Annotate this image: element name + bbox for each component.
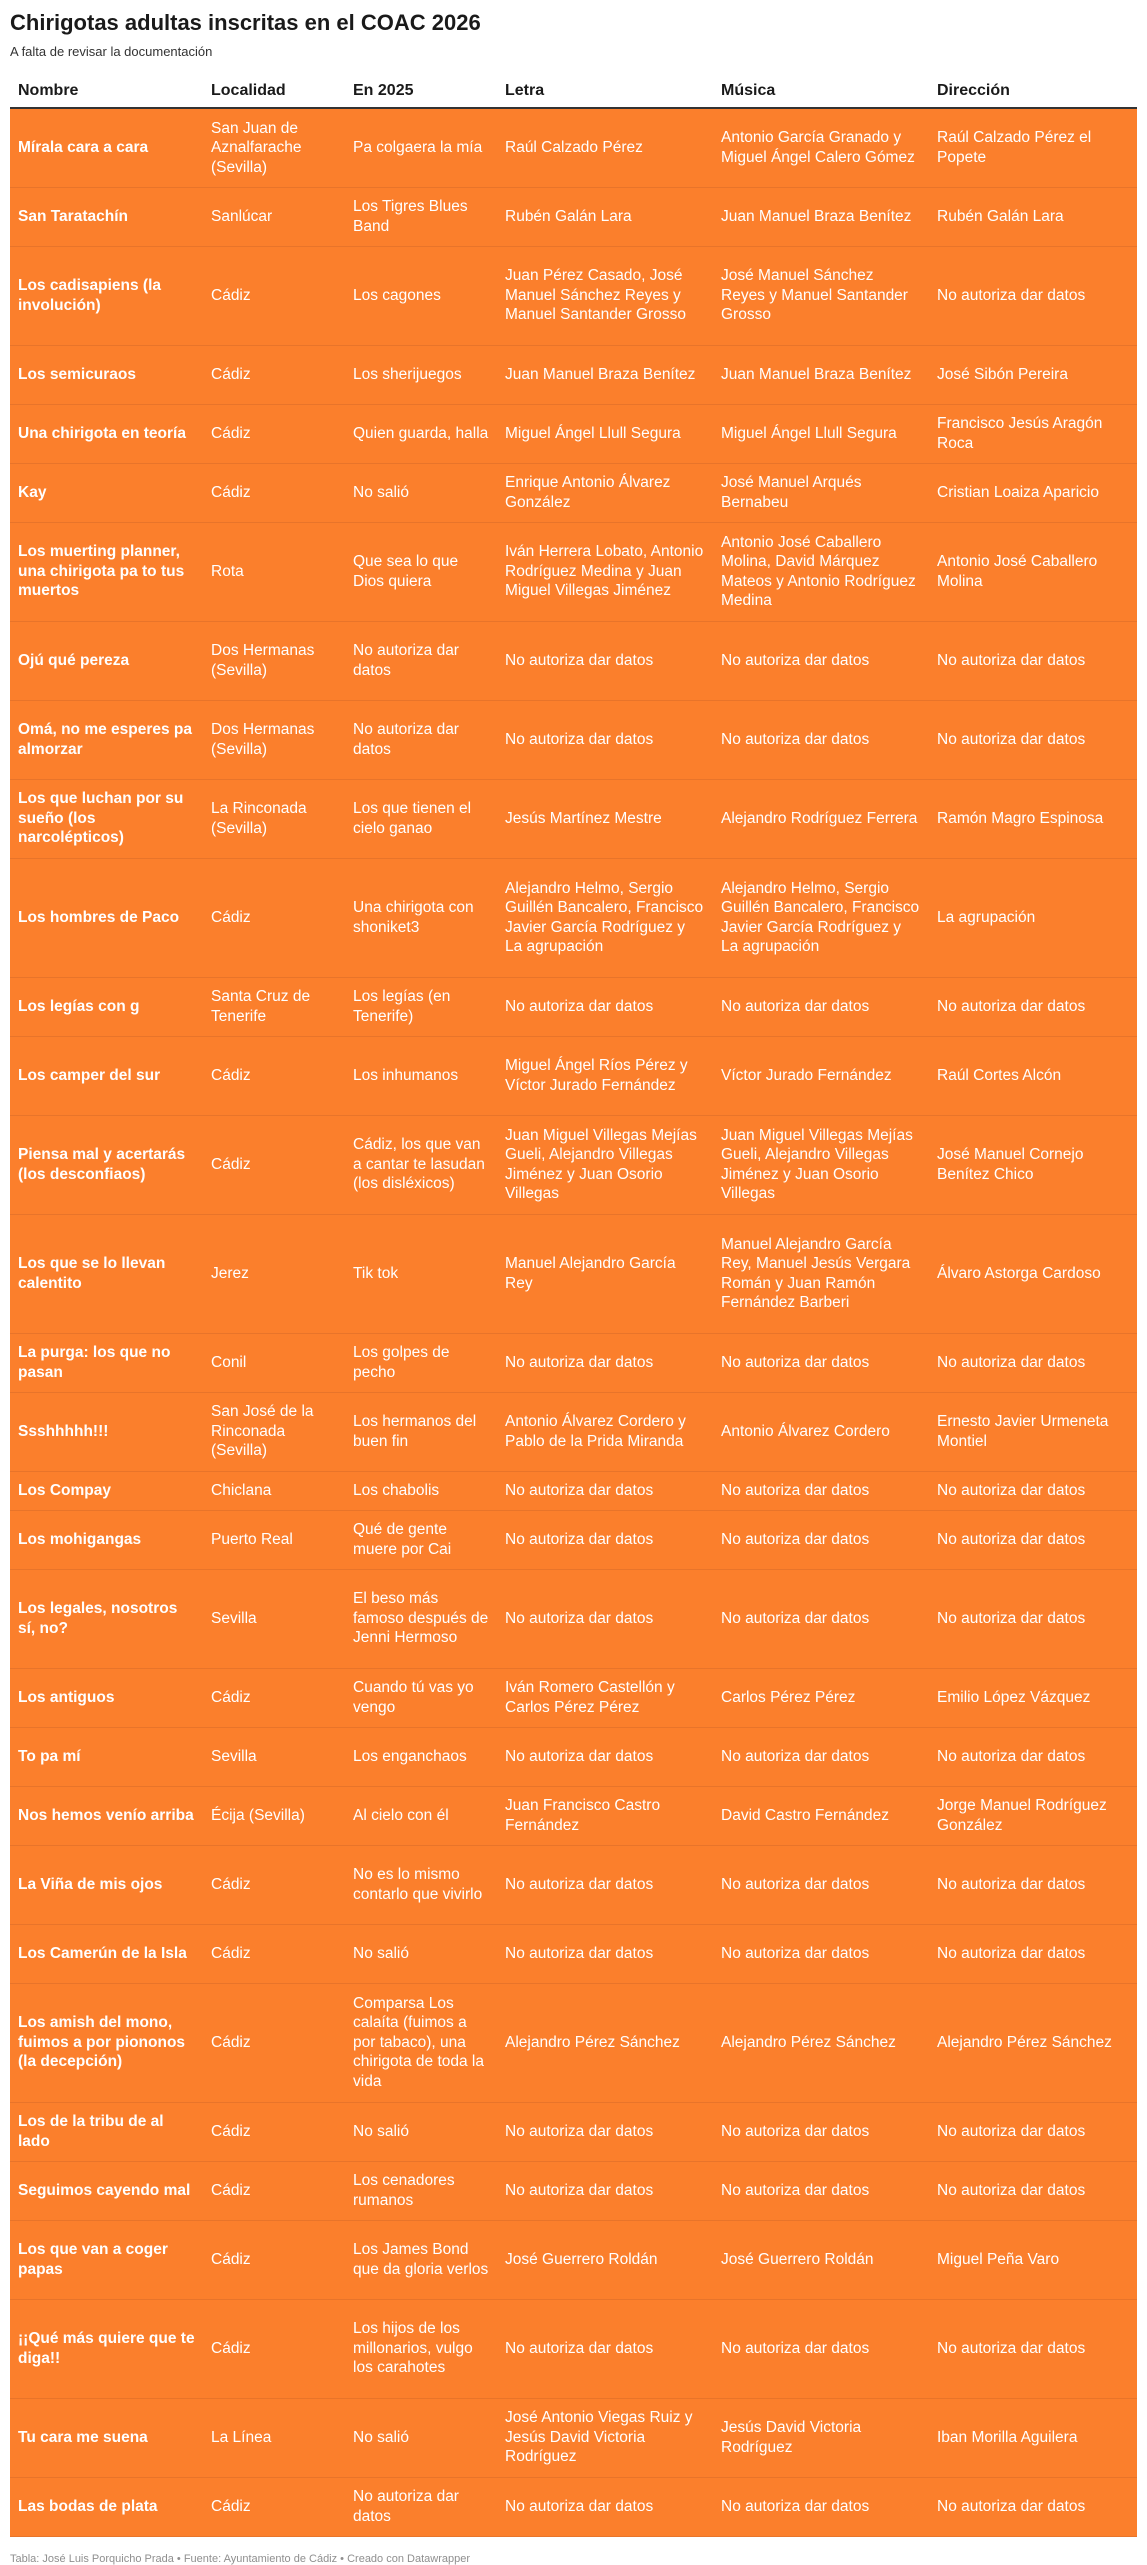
cell-director: No autoriza dar datos (929, 2299, 1137, 2398)
cell-music: No autoriza dar datos (713, 1333, 929, 1392)
cell-name: Seguimos cayendo mal (10, 2161, 203, 2220)
table-row (10, 2102, 1137, 2161)
cell-in-2025: Comparsa Los calaíta (fuimos a por tabaco), una chirigota de toda la vida (345, 1983, 497, 2102)
table-row (10, 2398, 1137, 2477)
cell-name: Ssshhhhh!!! (10, 1392, 203, 1471)
cell-director: No autoriza dar datos (929, 2102, 1137, 2161)
cell-lyrics: No autoriza dar datos (497, 2102, 713, 2161)
cell-name: Los hombres de Paco (10, 858, 203, 977)
cell-lyrics: No autoriza dar datos (497, 1727, 713, 1786)
cell-music: Juan Manuel Braza Benítez (713, 345, 929, 404)
cell-locality: Cádiz (203, 1668, 345, 1727)
cell-music: Carlos Pérez Pérez (713, 1668, 929, 1727)
cell-lyrics: No autoriza dar datos (497, 1924, 713, 1983)
cell-name: Mírala cara a cara (10, 108, 203, 187)
cell-name: San Taratachín (10, 187, 203, 246)
cell-in-2025: Los hijos de los millonarios, vulgo los carahotes (345, 2299, 497, 2398)
cell-lyrics: Rubén Galán Lara (497, 187, 713, 246)
cell-lyrics: No autoriza dar datos (497, 1333, 713, 1392)
table-row (10, 1924, 1137, 1983)
cell-locality: Rota (203, 522, 345, 621)
cell-in-2025: Los golpes de pecho (345, 1333, 497, 1392)
table-row (10, 1115, 1137, 1214)
cell-locality: San José de la Rinconada (Sevilla) (203, 1392, 345, 1471)
cell-lyrics: No autoriza dar datos (497, 1471, 713, 1510)
cell-locality: Cádiz (203, 1983, 345, 2102)
cell-locality: Cádiz (203, 1924, 345, 1983)
cell-in-2025: Qué de gente muere por Cai (345, 1510, 497, 1569)
cell-name: Piensa mal y acertarás (los desconfiaos) (10, 1115, 203, 1214)
cell-locality: Sanlúcar (203, 187, 345, 246)
cell-in-2025: No salió (345, 2102, 497, 2161)
cell-music: No autoriza dar datos (713, 2477, 929, 2536)
cell-director: Emilio López Vázquez (929, 1668, 1137, 1727)
cell-in-2025: Los hermanos del buen fin (345, 1392, 497, 1471)
table-row (10, 779, 1137, 858)
table-row (10, 1510, 1137, 1569)
cell-lyrics: Iván Herrera Lobato, Antonio Rodríguez Medina y Juan Miguel Villegas Jiménez (497, 522, 713, 621)
cell-locality: Puerto Real (203, 1510, 345, 1569)
cell-in-2025: Al cielo con él (345, 1786, 497, 1845)
cell-locality: Écija (Sevilla) (203, 1786, 345, 1845)
cell-name: Los antiguos (10, 1668, 203, 1727)
column-header-lyrics[interactable]: Letra (497, 81, 713, 108)
cell-music: No autoriza dar datos (713, 700, 929, 779)
cell-locality: Sevilla (203, 1569, 345, 1668)
cell-name: Los que van a coger papas (10, 2220, 203, 2299)
column-header-name[interactable]: Nombre (10, 81, 203, 108)
cell-lyrics: José Guerrero Roldán (497, 2220, 713, 2299)
cell-director: Miguel Peña Varo (929, 2220, 1137, 2299)
cell-director: No autoriza dar datos (929, 621, 1137, 700)
source-credit: Tabla: José Luis Porquicho Prada • Fuente: Ayuntamiento de Cádiz • Creado con Datawrapper (10, 2552, 470, 2565)
cell-name: Omá, no me esperes pa almorzar (10, 700, 203, 779)
column-header-locality[interactable]: Localidad (203, 81, 345, 108)
cell-in-2025: Tik tok (345, 1214, 497, 1333)
column-header-music[interactable]: Música (713, 81, 929, 108)
table-row (10, 2161, 1137, 2220)
cell-director: Raúl Calzado Pérez el Popete (929, 108, 1137, 187)
cell-music: No autoriza dar datos (713, 621, 929, 700)
table-row (10, 1668, 1137, 1727)
cell-director: Rubén Galán Lara (929, 187, 1137, 246)
cell-name: Los Camerún de la Isla (10, 1924, 203, 1983)
table-row (10, 1845, 1137, 1924)
cell-music: No autoriza dar datos (713, 2161, 929, 2220)
cell-director: No autoriza dar datos (929, 2161, 1137, 2220)
cell-director: Jorge Manuel Rodríguez González (929, 1786, 1137, 1845)
table-row (10, 463, 1137, 522)
table-row (10, 187, 1137, 246)
cell-name: Una chirigota en teoría (10, 404, 203, 463)
cell-name: Kay (10, 463, 203, 522)
cell-locality: Conil (203, 1333, 345, 1392)
cell-lyrics: No autoriza dar datos (497, 2477, 713, 2536)
cell-name: ¡¡Qué más quiere que te diga!! (10, 2299, 203, 2398)
cell-locality: Cádiz (203, 1115, 345, 1214)
cell-music: No autoriza dar datos (713, 1924, 929, 1983)
cell-in-2025: Pa colgaera la mía (345, 108, 497, 187)
cell-lyrics: No autoriza dar datos (497, 2299, 713, 2398)
cell-lyrics: No autoriza dar datos (497, 1845, 713, 1924)
cell-music: David Castro Fernández (713, 1786, 929, 1845)
cell-locality: Sevilla (203, 1727, 345, 1786)
table-row (10, 1214, 1137, 1333)
cell-locality: Cádiz (203, 2102, 345, 2161)
cell-in-2025: Quien guarda, halla (345, 404, 497, 463)
table-row (10, 977, 1137, 1036)
cell-name: Los Compay (10, 1471, 203, 1510)
table-row (10, 2299, 1137, 2398)
cell-name: Los cadisapiens (la involución) (10, 246, 203, 345)
cell-lyrics: Juan Francisco Castro Fernández (497, 1786, 713, 1845)
cell-music: Miguel Ángel Llull Segura (713, 404, 929, 463)
cell-music: Antonio José Caballero Molina, David Márquez Mateos y Antonio Rodríguez Medina (713, 522, 929, 621)
cell-music: Antonio Álvarez Cordero (713, 1392, 929, 1471)
cell-name: Los camper del sur (10, 1036, 203, 1115)
cell-music: Jesús David Victoria Rodríguez (713, 2398, 929, 2477)
cell-locality: Dos Hermanas (Sevilla) (203, 621, 345, 700)
cell-name: La purga: los que no pasan (10, 1333, 203, 1392)
cell-locality: Cádiz (203, 2299, 345, 2398)
cell-locality: Dos Hermanas (Sevilla) (203, 700, 345, 779)
header-row (10, 81, 1137, 108)
cell-in-2025: No autoriza dar datos (345, 2477, 497, 2536)
column-header-in-2025[interactable]: En 2025 (345, 81, 497, 108)
cell-in-2025: No salió (345, 2398, 497, 2477)
cell-director: Raúl Cortes Alcón (929, 1036, 1137, 1115)
cell-music: José Guerrero Roldán (713, 2220, 929, 2299)
cell-locality: La Línea (203, 2398, 345, 2477)
cell-lyrics: No autoriza dar datos (497, 700, 713, 779)
table-row (10, 1471, 1137, 1510)
cell-music: No autoriza dar datos (713, 1727, 929, 1786)
cell-locality: Santa Cruz de Tenerife (203, 977, 345, 1036)
cell-locality: Jerez (203, 1214, 345, 1333)
cell-locality: Cádiz (203, 1845, 345, 1924)
cell-lyrics: No autoriza dar datos (497, 1510, 713, 1569)
cell-director: Ramón Magro Espinosa (929, 779, 1137, 858)
cell-locality: Cádiz (203, 2220, 345, 2299)
table-row (10, 1727, 1137, 1786)
cell-in-2025: Los enganchaos (345, 1727, 497, 1786)
cell-in-2025: Cuando tú vas yo vengo (345, 1668, 497, 1727)
table-row (10, 1392, 1137, 1471)
cell-music: No autoriza dar datos (713, 2102, 929, 2161)
table-row (10, 1569, 1137, 1668)
cell-in-2025: Los cagones (345, 246, 497, 345)
cell-in-2025: Que sea lo que Dios quiera (345, 522, 497, 621)
table-row (10, 522, 1137, 621)
cell-in-2025: Los sherijuegos (345, 345, 497, 404)
table-header (10, 81, 1137, 108)
cell-in-2025: El beso más famoso después de Jenni Hermoso (345, 1569, 497, 1668)
cell-music: Manuel Alejandro García Rey, Manuel Jesús Vergara Román y Juan Ramón Fernández Barberi (713, 1214, 929, 1333)
cell-locality: Chiclana (203, 1471, 345, 1510)
cell-lyrics: Juan Miguel Villegas Mejías Gueli, Alejandro Villegas Jiménez y Juan Osorio Villegas (497, 1115, 713, 1214)
cell-locality: Cádiz (203, 345, 345, 404)
cell-locality: Cádiz (203, 858, 345, 977)
table-row (10, 1333, 1137, 1392)
table-row (10, 246, 1137, 345)
cell-in-2025: Cádiz, los que van a cantar te lasudan (los disléxicos) (345, 1115, 497, 1214)
cell-music: No autoriza dar datos (713, 1569, 929, 1668)
cell-director: José Sibón Pereira (929, 345, 1137, 404)
cell-music: Juan Manuel Braza Benítez (713, 187, 929, 246)
cell-lyrics: Miguel Ángel Llull Segura (497, 404, 713, 463)
cell-name: Ojú qué pereza (10, 621, 203, 700)
table-row (10, 1983, 1137, 2102)
cell-locality: Cádiz (203, 2161, 345, 2220)
cell-locality: Cádiz (203, 2477, 345, 2536)
cell-music: No autoriza dar datos (713, 1845, 929, 1924)
cell-director: Antonio José Caballero Molina (929, 522, 1137, 621)
cell-lyrics: No autoriza dar datos (497, 1569, 713, 1668)
cell-director: No autoriza dar datos (929, 1924, 1137, 1983)
table-row (10, 404, 1137, 463)
cell-music: Juan Miguel Villegas Mejías Gueli, Alejandro Villegas Jiménez y Juan Osorio Villegas (713, 1115, 929, 1214)
cell-name: La Viña de mis ojos (10, 1845, 203, 1924)
page-subtitle: A falta de revisar la documentación (10, 44, 213, 59)
cell-director: La agrupación (929, 858, 1137, 977)
cell-lyrics: Alejandro Helmo, Sergio Guillén Bancalero, Francisco Javier García Rodríguez y La agrupación (497, 858, 713, 977)
cell-director: Francisco Jesús Aragón Roca (929, 404, 1137, 463)
table-row (10, 858, 1137, 977)
cell-lyrics: Manuel Alejandro García Rey (497, 1214, 713, 1333)
cell-lyrics: Juan Manuel Braza Benítez (497, 345, 713, 404)
cell-in-2025: No autoriza dar datos (345, 621, 497, 700)
table-row (10, 2220, 1137, 2299)
cell-lyrics: Jesús Martínez Mestre (497, 779, 713, 858)
cell-director: Iban Morilla Aguilera (929, 2398, 1137, 2477)
table-row (10, 621, 1137, 700)
cell-director: No autoriza dar datos (929, 246, 1137, 345)
cell-director: No autoriza dar datos (929, 1727, 1137, 1786)
cell-in-2025: Los chabolis (345, 1471, 497, 1510)
cell-lyrics: Miguel Ángel Ríos Pérez y Víctor Jurado Fernández (497, 1036, 713, 1115)
cell-locality: Cádiz (203, 404, 345, 463)
cell-in-2025: No salió (345, 463, 497, 522)
cell-director: José Manuel Cornejo Benítez Chico (929, 1115, 1137, 1214)
cell-lyrics: José Antonio Viegas Ruiz y Jesús David Victoria Rodríguez (497, 2398, 713, 2477)
table-row (10, 1786, 1137, 1845)
cell-lyrics: Iván Romero Castellón y Carlos Pérez Pérez (497, 1668, 713, 1727)
cell-in-2025: Los James Bond que da gloria verlos (345, 2220, 497, 2299)
cell-lyrics: Juan Pérez Casado, José Manuel Sánchez Reyes y Manuel Santander Grosso (497, 246, 713, 345)
cell-lyrics: Enrique Antonio Álvarez González (497, 463, 713, 522)
cell-music: José Manuel Arqués Bernabeu (713, 463, 929, 522)
cell-name: Los mohigangas (10, 1510, 203, 1569)
cell-director: Cristian Loaiza Aparicio (929, 463, 1137, 522)
cell-name: Los que luchan por su sueño (los narcolépticos) (10, 779, 203, 858)
cell-in-2025: Los legías (en Tenerife) (345, 977, 497, 1036)
cell-in-2025: No autoriza dar datos (345, 700, 497, 779)
cell-music: Alejandro Rodríguez Ferrera (713, 779, 929, 858)
cell-music: No autoriza dar datos (713, 2299, 929, 2398)
cell-name: Los de la tribu de al lado (10, 2102, 203, 2161)
cell-name: Nos hemos venío arriba (10, 1786, 203, 1845)
table-row (10, 700, 1137, 779)
cell-director: No autoriza dar datos (929, 1569, 1137, 1668)
table-row (10, 108, 1137, 187)
cell-name: Los legales, nosotros sí, no? (10, 1569, 203, 1668)
cell-director: No autoriza dar datos (929, 1845, 1137, 1924)
cell-lyrics: Alejandro Pérez Sánchez (497, 1983, 713, 2102)
cell-director: Álvaro Astorga Cardoso (929, 1214, 1137, 1333)
cell-director: No autoriza dar datos (929, 2477, 1137, 2536)
cell-in-2025: Los inhumanos (345, 1036, 497, 1115)
cell-locality: La Rinconada (Sevilla) (203, 779, 345, 858)
data-table (10, 81, 1137, 2537)
cell-music: Alejandro Helmo, Sergio Guillén Bancalero, Francisco Javier García Rodríguez y La agrupación (713, 858, 929, 977)
cell-in-2025: No salió (345, 1924, 497, 1983)
cell-lyrics: Antonio Álvarez Cordero y Pablo de la Prida Miranda (497, 1392, 713, 1471)
cell-in-2025: Una chirigota con shoniket3 (345, 858, 497, 977)
cell-locality: Cádiz (203, 1036, 345, 1115)
cell-director: Ernesto Javier Urmeneta Montiel (929, 1392, 1137, 1471)
cell-in-2025: Los cenadores rumanos (345, 2161, 497, 2220)
cell-music: No autoriza dar datos (713, 977, 929, 1036)
cell-lyrics: Raúl Calzado Pérez (497, 108, 713, 187)
cell-locality: San Juan de Aznalfarache (Sevilla) (203, 108, 345, 187)
cell-name: Las bodas de plata (10, 2477, 203, 2536)
cell-name: Los legías con g (10, 977, 203, 1036)
cell-director: No autoriza dar datos (929, 1510, 1137, 1569)
cell-director: Alejandro Pérez Sánchez (929, 1983, 1137, 2102)
cell-name: Los amish del mono, fuimos a por piononos (la decepción) (10, 1983, 203, 2102)
cell-name: Los muerting planner, una chirigota pa to tus muertos (10, 522, 203, 621)
cell-name: Los que se lo llevan calentito (10, 1214, 203, 1333)
cell-in-2025: No es lo mismo contarlo que vivirlo (345, 1845, 497, 1924)
cell-director: No autoriza dar datos (929, 1471, 1137, 1510)
cell-music: Víctor Jurado Fernández (713, 1036, 929, 1115)
table-row (10, 2477, 1137, 2536)
table-body (10, 108, 1137, 2536)
cell-music: Alejandro Pérez Sánchez (713, 1983, 929, 2102)
cell-locality: Cádiz (203, 246, 345, 345)
cell-music: No autoriza dar datos (713, 1510, 929, 1569)
cell-name: Tu cara me suena (10, 2398, 203, 2477)
cell-lyrics: No autoriza dar datos (497, 977, 713, 1036)
cell-lyrics: No autoriza dar datos (497, 2161, 713, 2220)
cell-name: Los semicuraos (10, 345, 203, 404)
cell-director: No autoriza dar datos (929, 977, 1137, 1036)
table-row (10, 345, 1137, 404)
page-title: Chirigotas adultas inscritas en el COAC 2026 (10, 10, 481, 35)
cell-director: No autoriza dar datos (929, 700, 1137, 779)
cell-locality: Cádiz (203, 463, 345, 522)
cell-name: To pa mí (10, 1727, 203, 1786)
table-row (10, 1036, 1137, 1115)
cell-director: No autoriza dar datos (929, 1333, 1137, 1392)
cell-in-2025: Los Tigres Blues Band (345, 187, 497, 246)
cell-music: Antonio García Granado y Miguel Ángel Calero Gómez (713, 108, 929, 187)
cell-lyrics: No autoriza dar datos (497, 621, 713, 700)
cell-music: José Manuel Sánchez Reyes y Manuel Santander Grosso (713, 246, 929, 345)
column-header-director[interactable]: Dirección (929, 81, 1137, 108)
cell-in-2025: Los que tienen el cielo ganao (345, 779, 497, 858)
cell-music: No autoriza dar datos (713, 1471, 929, 1510)
